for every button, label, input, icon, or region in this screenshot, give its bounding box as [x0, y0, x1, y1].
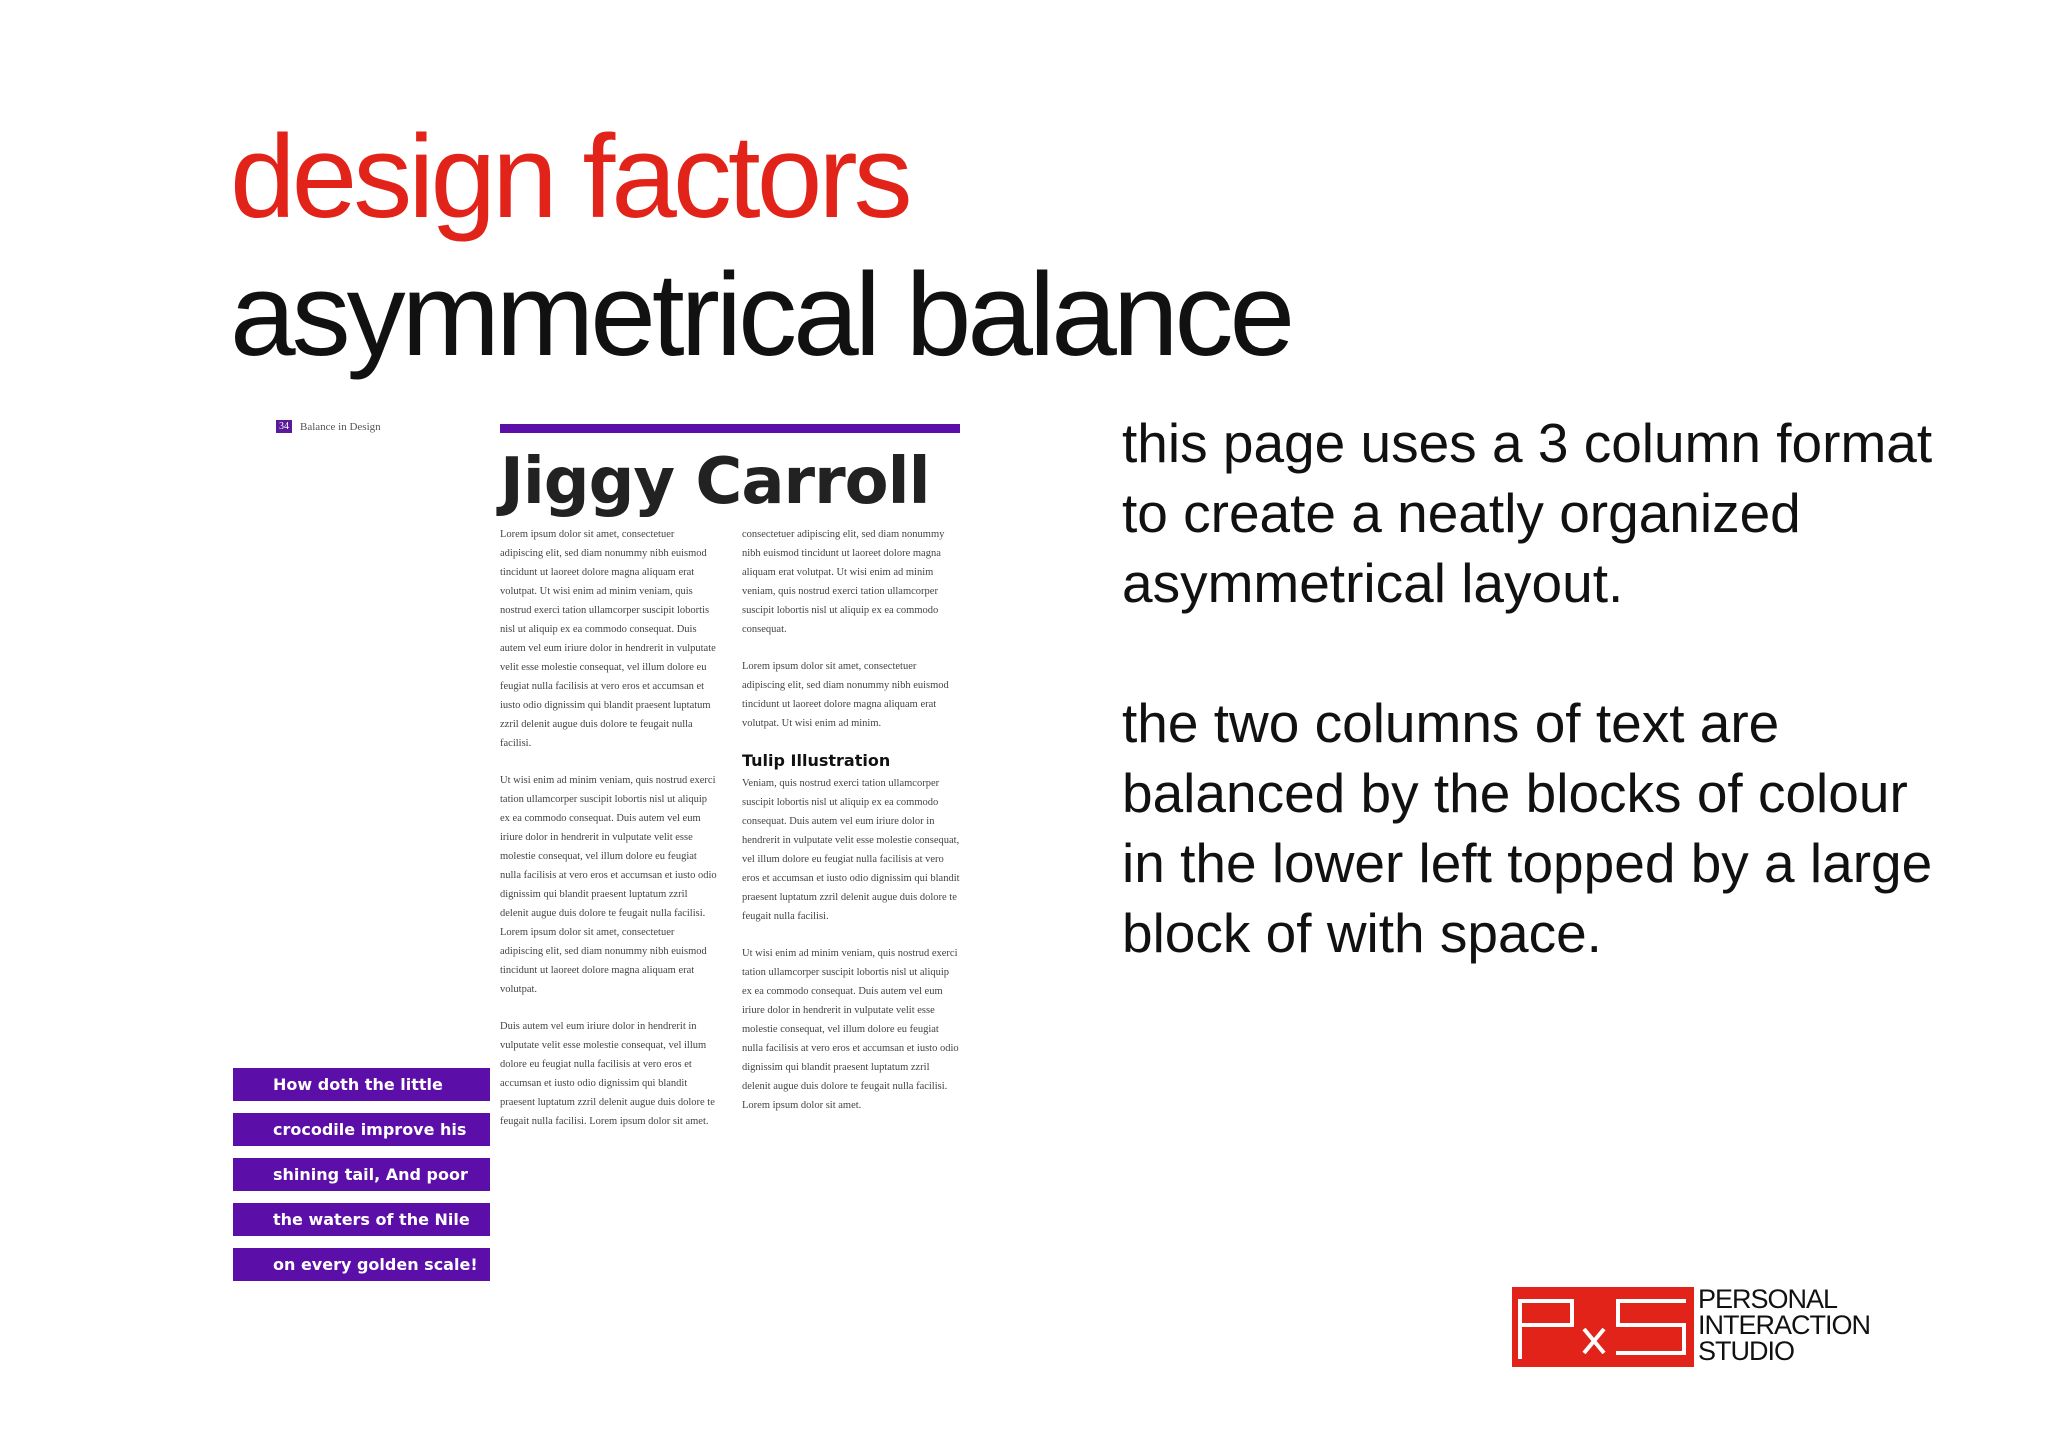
- pxs-mark-icon: [1512, 1287, 1694, 1367]
- magazine-page-example: [230, 410, 990, 1447]
- pull-quote-line: shining tail, And poor: [233, 1158, 490, 1191]
- pxs-logo-mark: [1512, 1287, 1694, 1367]
- text-column-1: [500, 525, 718, 1149]
- logo-wordmark: [1698, 1286, 1870, 1364]
- pull-quote-line: the waters of the Nile: [233, 1203, 490, 1236]
- text-columns: [500, 525, 960, 1149]
- title-line-2: asymmetrical balance: [230, 249, 1292, 381]
- explanation-paragraph-2: the two columns of text are balanced by the blocks of colour in the lower left topped by a large block of with space.: [1122, 692, 1933, 964]
- body-paragraph: Ut wisi enim ad minim veniam, quis nostrud exerci tation ullamcorper suscipit lobortis nisl ut aliquip ex ea commodo consequat. Duis autem vel eum iriure dolor in hendrerit in vulputate velit esse molestie consequat, vel illum dolore eu feugiat nulla facilisis at vero eros et accumsan et iusto odio dignissim qui blandit praesent luptatum zzril delenit augue duis dolore te feugait nulla facilisi. Lorem ipsum dolor sit amet.: [742, 948, 959, 1111]
- logo-line-2: INTERACTION: [1698, 1310, 1871, 1340]
- running-head-text: Balance in Design: [300, 420, 381, 433]
- slide-title: [230, 108, 1291, 384]
- page-number: 34: [276, 420, 292, 433]
- pull-quote-line: How doth the little: [233, 1068, 490, 1101]
- body-paragraph: Ut wisi enim ad minim veniam, quis nostrud exerci tation ullamcorper suscipit lobortis nisl ut aliquip ex ea commodo consequat. Duis autem vel eum iriure dolor in hendrerit in vulputate velit esse molestie consequat, vel illum dolore eu feugiat nulla facilisis at vero eros et accumsan et iusto odio dignissim qui blandit praesent luptatum zzril delenit augue duis dolore te feugait nulla facilisi. Lorem ipsum dolor sit amet, consectetuer adipiscing elit, sed diam nonummy nibh euismod tincidunt ut laoreet dolore magna aliquam erat volutpat.: [500, 775, 717, 995]
- pull-quote-blocks: [233, 1068, 490, 1293]
- body-paragraph: Lorem ipsum dolor sit amet, consectetuer adipiscing elit, sed diam nonummy nibh euismod tincidunt ut laoreet dolore magna aliquam erat volutpat. Ut wisi enim ad minim veniam, quis nostrud exerci tation ullamcorper suscipit lobortis nisl ut aliquip ex ea commodo consequat. Duis autem vel eum iriure dolor in hendrerit in vulputate velit esse molestie consequat, vel illum dolore eu feugiat nulla facilisis at vero eros et accumsan et iusto odio dignissim qui blandit praesent luptatum zzril delenit augue duis dolore te feugait nulla facilisi.: [500, 529, 716, 749]
- logo-line-1: PERSONAL: [1698, 1284, 1838, 1314]
- headline: Jiggy Carroll: [500, 445, 930, 519]
- text-column-2: [742, 525, 960, 1149]
- explanation-paragraph-1: this page uses a 3 column format to create a neatly organized asymmetrical layout.: [1122, 412, 1933, 614]
- running-head: [276, 420, 381, 433]
- title-line-1: design factors: [230, 111, 909, 243]
- pxs-logo: [1512, 1284, 1871, 1367]
- body-paragraph: Duis autem vel eum iriure dolor in hendrerit in vulputate velit esse molestie consequat, vel illum dolore eu feugiat nulla facilisis at vero eros et accumsan et iusto odio dignissim qui blandit praesent luptatum zzril delenit augue duis dolore te feugait nulla facilisi. Lorem ipsum dolor sit amet.: [500, 1021, 715, 1127]
- logo-line-3: STUDIO: [1698, 1336, 1795, 1366]
- purple-rule: [500, 424, 960, 433]
- explanation-text: [1122, 408, 1942, 968]
- subhead: Tulip Illustration: [742, 751, 891, 770]
- article: [500, 424, 960, 1149]
- pull-quote-line: crocodile improve his: [233, 1113, 490, 1146]
- pull-quote-line: on every golden scale!: [233, 1248, 490, 1281]
- body-paragraph: consectetuer adipiscing elit, sed diam nonummy nibh euismod tincidunt ut laoreet dolore magna aliquam erat volutpat. Ut wisi enim ad minim veniam, quis nostrud exerci tation ullamcorper suscipit lobortis nisl ut aliquip ex ea commodo consequat.: [742, 529, 945, 635]
- body-paragraph: Lorem ipsum dolor sit amet, consectetuer adipiscing elit, sed diam nonummy nibh euismod tincidunt ut laoreet dolore magna aliquam erat volutpat. Ut wisi enim ad minim.: [742, 661, 949, 729]
- body-paragraph: Veniam, quis nostrud exerci tation ullamcorper suscipit lobortis nisl ut aliquip ex ea commodo consequat. Duis autem vel eum iriure dolor in hendrerit in vulputate velit esse molestie consequat, vel illum dolore eu feugiat nulla facilisis at vero eros et accumsan et iusto odio dignissim qui blandit praesent luptatum zzril delenit augue duis dolore te feugait nulla facilisi.: [742, 778, 960, 922]
